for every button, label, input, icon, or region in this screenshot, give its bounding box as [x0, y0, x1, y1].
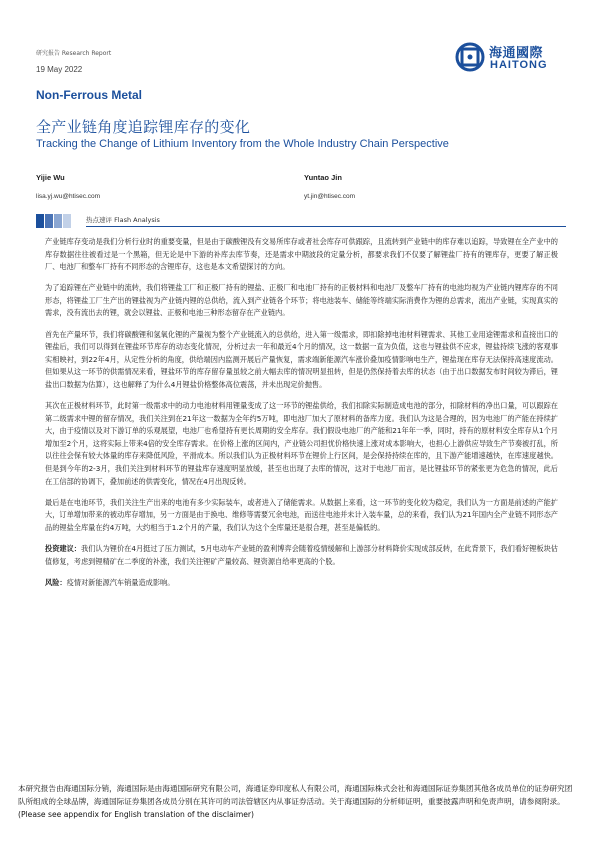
haitong-logo-icon	[455, 42, 485, 72]
report-date: 19 May 2022	[36, 65, 83, 74]
report-type-label: 研究报告 Research Report	[36, 50, 112, 57]
risk-note: 风险：疫情对新能源汽车销量造成影响。	[45, 577, 175, 587]
author-block	[304, 173, 355, 200]
author-name: Yuntao Jin	[304, 173, 342, 182]
paragraph: 最后是在电池环节，我们关注生产出来的电池有多少实际装车，或者进入了储能需求。从数据上来看，这一环节的变化较为稳定，我们认为一方面是前述的产能扩大，订单增加带来的被动库存增加，另一方面是由于换电、维修等需要冗余电池，而送往电池并未计入装车量，总的来看，我们认为21年国内全产业链不同形态产品的锂盐全库量在约4万吨，大约相当于1.2个月的产量，我们认为这个全库量还是很合理，甚至是偏低的。	[45, 497, 558, 532]
logo-text-en: HAITONG	[490, 59, 548, 71]
paragraph: 为了追踪锂在产业链中的流转，我们将锂盐工厂和正极厂持有的锂盐、正极厂和电池厂持有的正极材料和电池厂及整车厂持有的电池均视为产业链内锂库存的不同形态，将锂盐工厂生产出的锂盐视为产业链内锂的总供给，流入到产业链各个环节；将电池装车、储能等终端实际消费作为锂的总需求，流出产业链，实现真实的需求，没有流出去的锂，就会以锂盐、正极和电池三种形态留存在产业链内。	[45, 283, 558, 318]
report-title-en: Tracking the Change of Lithium Inventory from the Whole Industry Chain Perspective	[36, 138, 449, 150]
banner-blocks-icon	[36, 212, 80, 228]
author-email[interactable]: yt.jin@htisec.com	[304, 193, 356, 200]
author-email[interactable]: lisa.yj.wu@htisec.com	[36, 193, 101, 200]
author-name: Yijie Wu	[36, 173, 65, 182]
flash-analysis-label: 热点速评 Flash Analysis	[86, 216, 160, 224]
report-body	[45, 236, 558, 598]
report-title-cn: 全产业链角度追踪锂库存的变化	[36, 118, 251, 136]
paragraph: 其次在正极材料环节，此时第一级需求中的动力电池材料用锂量变成了这一环节的锂盐供给，我们扣除实际制造成电池的部分，扣除材料的净出口量，可以跟踪在第二级需求中锂的留存情况，我们关注到在21年这一数据为全年约5万吨，即电池厂加大了原材料的备库力度。我们认为这是合理的，因为电池厂的产能在持续扩大，由于疫情以及对下游订单的乐观展望，电池厂也希望持有更长周期的安全库存。我们假设电池厂的产能和21年年一季，同时，持有的原材料安全库存从1个月增加至2个月，这将实际上带来4倍的安全库存需求。在价格上涨的区间内，产业链公司担忧价格快速上涨对成本影响大，也担心上游供应导致生产节奏被打乱，所以往往会保有较大体量的库存来降低风险，平滑成本。所以我们认为正极材料环节在锂价上行区间，是会保持持续在库的，且下游产能增速越快，在库速度越快。但是到今年的2-3月，我们关注到材料环节的锂盐库存速度明显放缓，甚至也出现了去库的情况，这对于电池厂而言，是比锂盐环节的紧张更为危急的情况，此后在工信部的协调下，叠加前述的供需变化，情况在4月出现反转。	[45, 401, 558, 486]
author-block	[36, 173, 100, 200]
disclaimer-footer: 本研究报告由海通国际分销，海通国际是由海通国际研究有限公司，海通证券印度私人有限公司，海通国际株式会社和海通国际证券集团其他各成员单位的证券研究团队所组成的全球品牌，海通国际证券集团各成员分别在其许可的司法管辖区内从事证券活动。关于海通国际的分析师证明，重要披露声明和免责声明，请参阅附录。(Please see appendix for English translation of the disclaimer)	[18, 784, 573, 819]
logo-text-cn: 海通國際	[489, 46, 544, 61]
banner-divider	[86, 226, 566, 227]
flash-analysis-banner	[36, 212, 566, 228]
investment-advice: 投资建议：我们认为锂价在4月挺过了压力测试，5月电动车产业链的盈利博弈会随着疫情缓解和上游部分材料降价实现成部反转，在此背景下，我们看好锂板块估值修复，考虑到锂精矿在二季度的补涨，我们关注锂矿产量较高、锂资源自给率更高的个股。	[45, 543, 558, 566]
sector-title: Non-Ferrous Metal	[36, 88, 143, 102]
paragraph: 首先在产量环节，我们将碳酸锂和氢氧化锂的产量视为整个产业链流入的总供给，进入第一级需求，即扣除掉电池材料锂需求、其他工业用途锂需求和直接出口的锂盐后，我们可以得到在锂盐环节库存的动态变化情况，分析过去一年和最近4个月的情况，这一数据一直为负值，这也与锂盐供不应求，锂盐持续飞涨的客观事实相映衬，到22年4月，从定性分析的角度，供给端因内监测开展后产量恢复，需求端新能源汽车涨价叠加疫情影响电生产，锂盐现在库存无法保持高速度流动。但如果从这一环节的供需情况来看，锂盐环节的库存留存量虽较之前大幅去库的情况明显扭转，但是仍然保持着去库的状态（由于出口数据发布时间较为滞后，锂盐出口数据为估算），这也解释了为什么4月锂盐价格整体高位震荡，并未出现定价抛售。	[45, 329, 558, 389]
haitong-logo	[455, 40, 565, 74]
paragraph: 产业链库存变动是我们分析行业时的重要变量，但是由于碳酸锂没有交易所库存或者社会库存可供跟踪，且流转到产业链中的库存难以追踪，导致锂在全产业中的库存数据往往被看过是一个黑箱，但无论是中下游的补库去库节奏，还是需求中期波段的定量分析，都要求我们不仅要了解锂盐厂持有的锂库存，更要了解正极厂、电池厂和整车厂持有不同形态的含锂库存，这也是本文希望探讨的方向。	[45, 237, 558, 272]
